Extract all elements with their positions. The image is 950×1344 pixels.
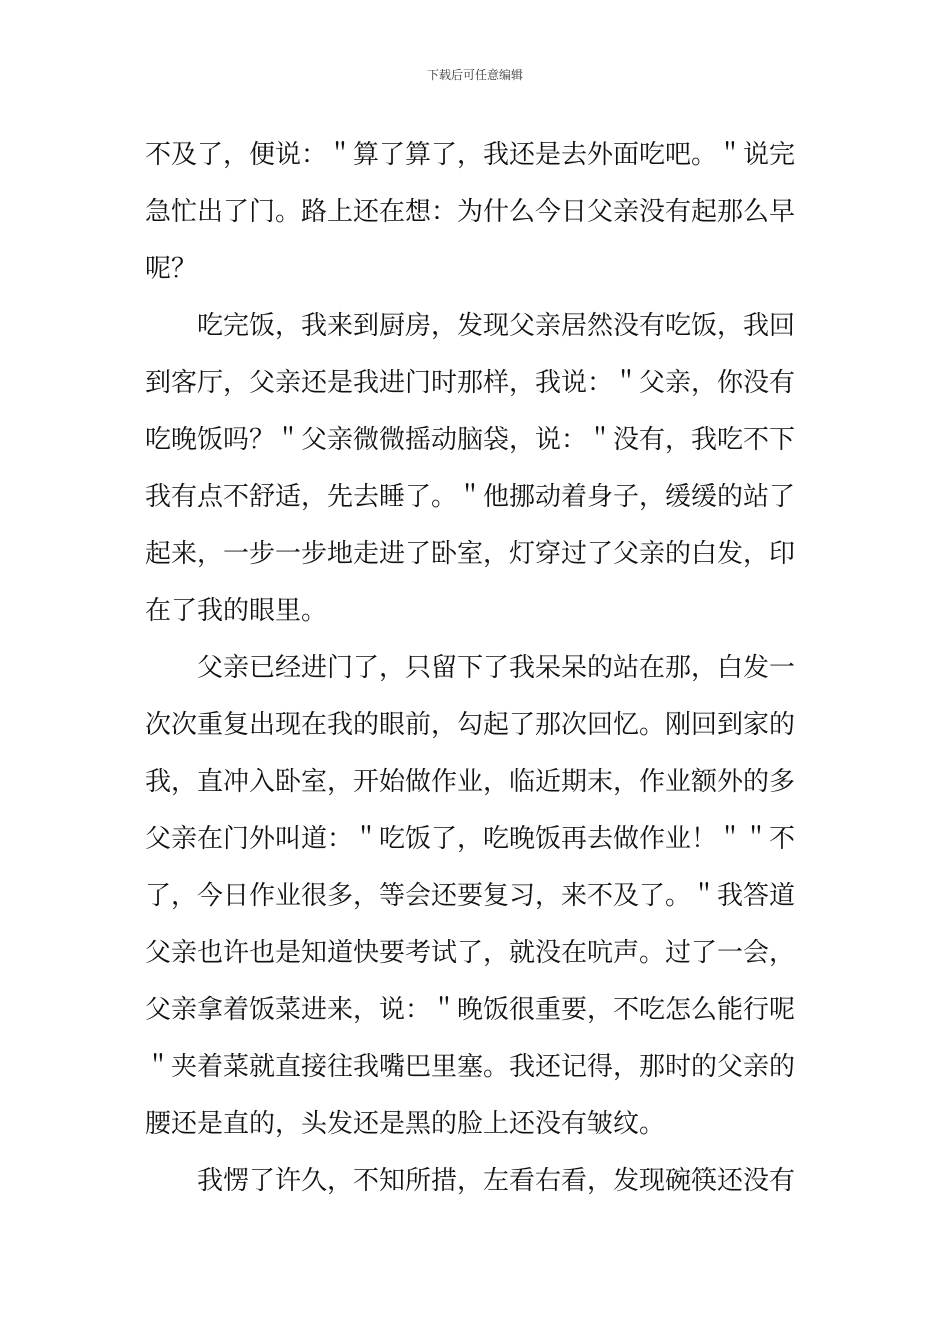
text-line: 我有点不舒适，先去睡了。＂他挪动着身子，缓缓的站了	[145, 482, 796, 512]
text-line: 吃完饭，我来到厨房，发现父亲居然没有吃饭，我回	[145, 311, 796, 341]
text-line: 次次重复出现在我的眼前，勾起了那次回忆。刚回到家的	[145, 710, 796, 740]
text-line: 到客厅，父亲还是我进门时那样，我说：＂父亲，你没有	[145, 368, 796, 398]
text-line: 我，直冲入卧室，开始做作业，临近期末，作业额外的多	[145, 767, 796, 797]
text-line: 起来，一步一步地走进了卧室，灯穿过了父亲的白发，印	[145, 539, 796, 569]
text-line: 呢？	[145, 254, 198, 284]
text-line: 吃晚饭吗？＂父亲微微摇动脑袋，说：＂没有，我吃不下	[145, 425, 796, 455]
text-line: 父亲拿着饭菜进来，说：＂晚饭很重要，不吃怎么能行呢	[145, 995, 796, 1025]
text-line: 腰还是直的，头发还是黑的脸上还没有皱纹。	[145, 1109, 666, 1139]
text-line: 父亲在门外叫道：＂吃饭了，吃晚饭再去做作业！＂＂不	[145, 824, 796, 854]
text-line: ＂夹着菜就直接往我嘴巴里塞。我还记得，那时的父亲的	[145, 1052, 796, 1082]
document-body	[145, 127, 810, 1210]
text-line: 父亲已经进门了，只留下了我呆呆的站在那，白发一	[145, 653, 796, 683]
text-line: 了，今日作业很多，等会还要复习，来不及了。＂我答道	[145, 881, 796, 911]
page-header: 下载后可任意编辑	[426, 68, 523, 82]
text-line: 不及了，便说：＂算了算了，我还是去外面吃吧。＂说完	[145, 140, 796, 170]
text-line: 我愣了许久，不知所措，左看右看，发现碗筷还没有	[145, 1166, 796, 1196]
text-line: 父亲也许也是知道快要考试了，就没在吭声。过了一会，	[145, 938, 796, 968]
text-line: 急忙出了门。路上还在想：为什么今日父亲没有起那么早	[145, 197, 796, 227]
text-line: 在了我的眼里。	[145, 596, 328, 626]
